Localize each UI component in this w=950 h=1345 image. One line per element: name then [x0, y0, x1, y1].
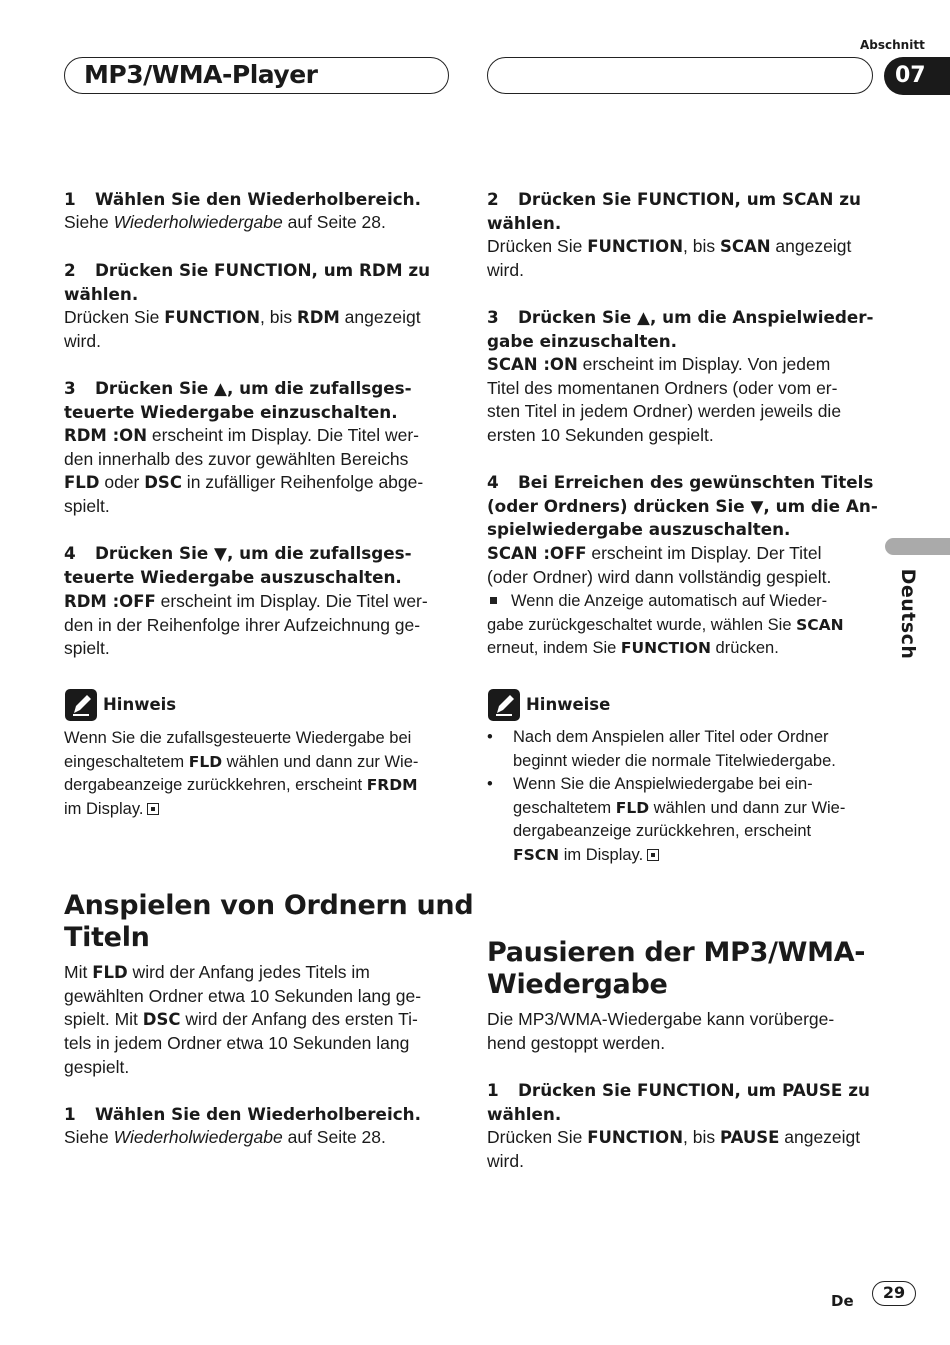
notes-bullet-2: • Wenn Sie die Anspielwiedergabe bei ein- geschaltetem FLD wählen und dann zur Wie- dergabeanzeige zurückkehren, erscheint FSCN im Display. [487, 775, 846, 865]
left-step3-title: 3 Drücken Sie ▲, um die zufallsges- teuerte Wiedergabe einzuschalten. [64, 378, 412, 422]
left-step1-title: 1 Wählen Sie den Wiederholbereich. [64, 189, 421, 209]
section-pause-body: Die MP3/WMA-Wiedergabe kann vorüberge- hend gestoppt werden. [487, 1009, 835, 1053]
section-label: Abschnitt [860, 38, 925, 52]
note-body: Wenn Sie die zufallsgesteuerte Wiedergabe bei eingeschaltetem FLD wählen und dann zur Wie- dergabeanzeige zurückkehren, erscheint FRDM im Display. [64, 729, 419, 819]
notes-heading: Hinweise [526, 695, 611, 714]
left-step1b-title: 1 Wählen Sie den Wiederholbereich. [64, 1104, 421, 1124]
note-pencil-icon [65, 689, 97, 721]
right-step2-body: Drücken Sie FUNCTION, bis SCAN angezeigt wird. [487, 236, 852, 280]
square-bullet-icon [490, 597, 497, 604]
right-step4-title: 4 Bei Erreichen des gewünschten Titels (oder Ordners) drücken Sie ▼, um die An- spielwiedergabe auszuschalten. [487, 472, 878, 539]
note-heading: Hinweis [103, 695, 177, 714]
language-tab-marker [885, 538, 950, 555]
left-step2-title: 2 Drücken Sie FUNCTION, um RDM zu wählen. [64, 260, 431, 304]
footer-language: De [831, 1292, 854, 1310]
left-step1-body: Siehe Wiederholwiedergabe auf Seite 28. [64, 212, 386, 232]
section-title-scan: Anspielen von Ordnern und Titeln [64, 890, 474, 953]
right-step4-remark: Wenn die Anzeige automatisch auf Wieder- gabe zurückgeschaltet wurde, wählen Sie SCAN erneut, indem Sie FUNCTION drücken. [487, 592, 844, 658]
section-scan-body: Mit FLD wird der Anfang jedes Titels im gewählten Ordner etwa 10 Sekunden lang ge- spielt. Mit DSC wird der Anfang des ersten Ti- tels in jedem Ordner etwa 10 Sekunden lang gespielt. [64, 962, 422, 1077]
right-step4-body: SCAN :OFF erscheint im Display. Der Titel (oder Ordner) wird dann vollständig gespielt. [487, 543, 832, 587]
right-step1-title: 1 Drücken Sie FUNCTION, um PAUSE zu wählen. [487, 1080, 870, 1124]
left-step3-body: RDM :ON erscheint im Display. Die Titel wer- den innerhalb des zuvor gewählten Bereichs FLD oder DSC in zufälliger Reihenfolge abge- spielt. [64, 425, 424, 517]
notes-bullet-1: • Nach dem Anspielen aller Titel oder Ordner beginnt wieder die normale Titelwiedergabe. [487, 728, 836, 770]
left-step2-body: Drücken Sie FUNCTION, bis RDM angezeigt wird. [64, 307, 421, 351]
left-step4-title: 4 Drücken Sie ▼, um die zufallsges- teuerte Wiedergabe auszuschalten. [64, 543, 412, 587]
header-blank-frame [487, 57, 873, 94]
left-step1b-body: Siehe Wiederholwiedergabe auf Seite 28. [64, 1127, 386, 1147]
language-label: Deutsch [897, 568, 919, 660]
left-step4-body: RDM :OFF erscheint im Display. Die Titel wer- den in der Reihenfolge ihrer Aufzeichnung ge- spielt. [64, 591, 428, 659]
end-mark-icon [647, 849, 659, 861]
notes-pencil-icon [488, 689, 520, 721]
right-step3-title: 3 Drücken Sie ▲, um die Anspielwieder- gabe einzuschalten. [487, 307, 874, 351]
section-title-pause: Pausieren der MP3/WMA- Wiedergabe [487, 937, 866, 1000]
right-step3-body: SCAN :ON erscheint im Display. Von jedem Titel des momentanen Ordners (oder vom er- sten Titel in jedem Ordner) werden jeweils die ersten 10 Sekunden gespielt. [487, 354, 842, 446]
page-number: 29 [872, 1281, 916, 1306]
right-step2-title: 2 Drücken Sie FUNCTION, um SCAN zu wählen. [487, 189, 861, 233]
page-title: MP3/WMA-Player [84, 60, 318, 89]
right-step1-body: Drücken Sie FUNCTION, bis PAUSE angezeigt wird. [487, 1127, 861, 1171]
chapter-badge: 07 [884, 57, 950, 95]
end-mark-icon [147, 803, 159, 815]
